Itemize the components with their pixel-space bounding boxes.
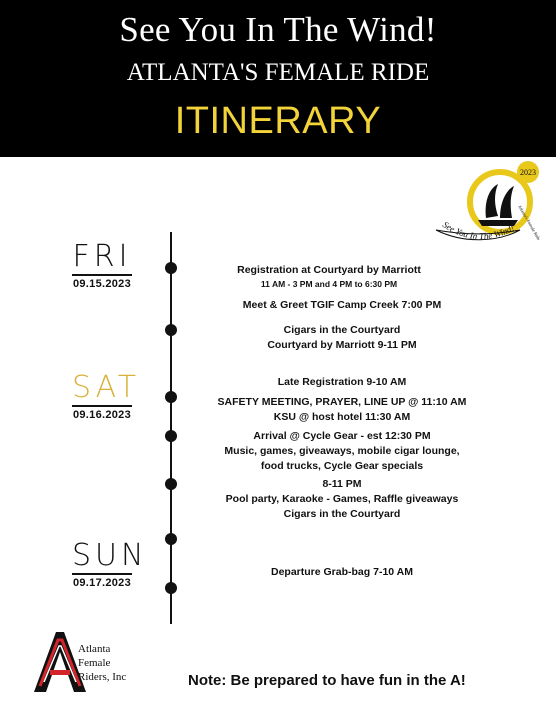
event-fri-cigars bbox=[190, 323, 494, 353]
timeline-dot bbox=[165, 582, 177, 594]
event-line: Cigars in the Courtyard bbox=[283, 324, 401, 336]
event-line: Music, games, giveaways, mobile cigar lounge, bbox=[224, 445, 460, 457]
event-line: 11 AM - 3 PM and 4 PM to 6:30 PM bbox=[260, 279, 398, 289]
event-line: Courtyard by Marriott 9-11 PM bbox=[267, 339, 417, 351]
day-label-fri bbox=[72, 240, 132, 290]
timeline-dot bbox=[165, 478, 177, 490]
organization-name bbox=[78, 642, 126, 684]
day-date: 09.16.2023 bbox=[72, 409, 132, 421]
org-name-line: Female bbox=[78, 657, 111, 669]
event-line: Cigars in the Courtyard bbox=[283, 508, 401, 520]
header-banner bbox=[0, 0, 556, 157]
event-sat-evening bbox=[190, 477, 494, 522]
timeline-dot bbox=[165, 324, 177, 336]
event-line: Registration at Courtyard by Marriott bbox=[237, 264, 421, 276]
event-sat-arrival bbox=[190, 429, 494, 474]
divider bbox=[72, 405, 132, 407]
event-line: Pool party, Karaoke - Games, Raffle giveaways bbox=[225, 493, 459, 505]
org-name-line: Riders, Inc bbox=[78, 671, 127, 683]
emblem-arc-text: See You In The Wind! bbox=[440, 219, 516, 242]
event-line: SAFETY MEETING, PRAYER, LINE UP @ 11:10 AM bbox=[217, 396, 467, 408]
event-line: Meet & Greet TGIF Camp Creek 7:00 PM bbox=[242, 299, 442, 311]
day-name: SUN bbox=[72, 538, 148, 573]
day-name: SAT bbox=[72, 370, 141, 405]
event-line: KSU @ host hotel 11:30 AM bbox=[273, 411, 411, 423]
day-date: 09.15.2023 bbox=[72, 278, 132, 290]
event-line: Late Registration 9-10 AM bbox=[277, 376, 407, 388]
emblem-year: 2023 bbox=[520, 168, 536, 177]
event-sat-late-registration bbox=[190, 375, 494, 390]
timeline-dot bbox=[165, 430, 177, 442]
event-fri-meet-greet bbox=[190, 298, 494, 313]
itinerary-heading: ITINERARY bbox=[174, 100, 382, 142]
day-label-sun bbox=[72, 538, 148, 589]
event-subtitle: ATLANTA'S FEMALE RIDE bbox=[126, 59, 430, 86]
footer-note: Note: Be prepared to have fun in the A! bbox=[188, 672, 466, 689]
event-sun-departure bbox=[190, 565, 494, 580]
day-date: 09.17.2023 bbox=[72, 577, 132, 589]
event-line: Departure Grab-bag 7-10 AM bbox=[271, 566, 413, 578]
event-line: 8-11 PM bbox=[322, 478, 362, 490]
event-sat-safety-meeting bbox=[190, 395, 494, 425]
timeline-dot bbox=[165, 391, 177, 403]
event-title: See You In The Wind! bbox=[119, 10, 437, 49]
day-name: FRI bbox=[72, 239, 132, 274]
timeline-dot bbox=[165, 533, 177, 545]
event-line: Arrival @ Cycle Gear - est 12:30 PM bbox=[253, 430, 431, 442]
timeline-line bbox=[170, 232, 172, 624]
event-fri-registration bbox=[174, 263, 484, 290]
ride-emblem-icon bbox=[428, 160, 550, 260]
event-line: food trucks, Cycle Gear specials bbox=[260, 460, 424, 472]
divider bbox=[72, 274, 132, 276]
emblem-small-text: Atlanta's Female Ride bbox=[517, 204, 542, 241]
day-label-sat bbox=[72, 370, 141, 421]
org-name-line: Atlanta bbox=[78, 643, 111, 655]
divider bbox=[72, 573, 132, 575]
